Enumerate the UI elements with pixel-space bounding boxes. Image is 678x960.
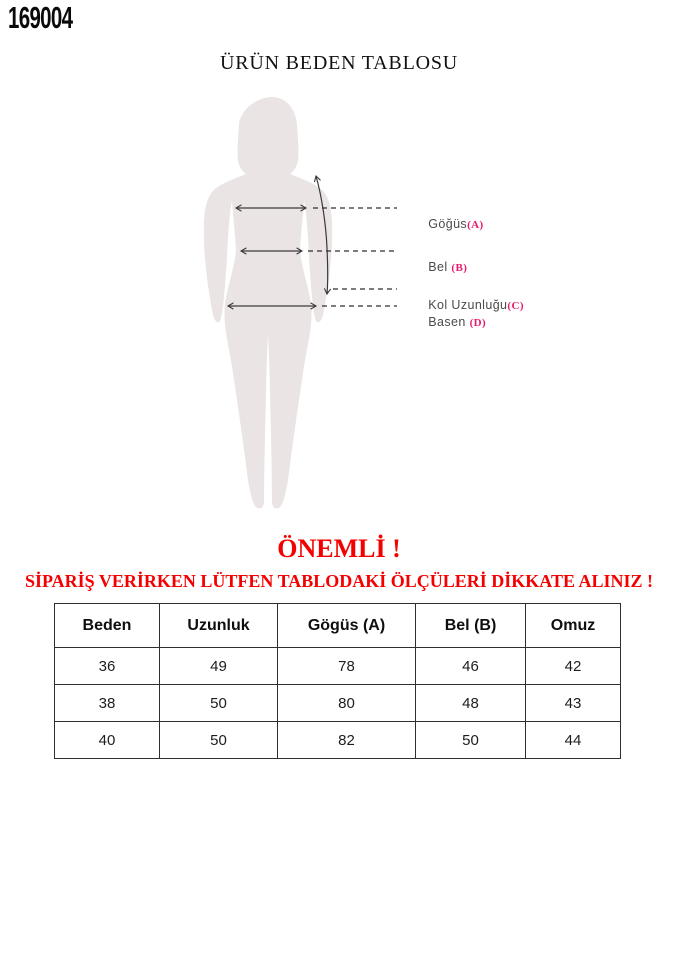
header-gogus: Gögüs (A) [278, 604, 416, 648]
cell-waist: 46 [416, 648, 526, 685]
size-table [54, 603, 621, 759]
cell-size: 38 [55, 685, 160, 722]
cell-shoulder: 42 [526, 648, 621, 685]
label-chest-marker: (A) [467, 219, 484, 231]
cell-size: 36 [55, 648, 160, 685]
product-code: 169004 [8, 0, 73, 35]
label-hip-text: Basen [428, 315, 470, 329]
label-chest [405, 200, 484, 249]
measurement-diagram [0, 85, 678, 530]
diagram-canvas [0, 85, 678, 530]
cell-waist: 50 [416, 722, 526, 759]
cell-chest: 78 [278, 648, 416, 685]
table-row [55, 648, 621, 685]
cell-shoulder: 44 [526, 722, 621, 759]
cell-length: 49 [160, 648, 278, 685]
female-body-silhouette-icon [204, 97, 333, 508]
warning-text: SİPARİŞ VERİRKEN LÜTFEN TABLODAKİ ÖLÇÜLERİ DİKKATE ALINIZ ! [25, 571, 653, 591]
cell-length: 50 [160, 685, 278, 722]
table-row [55, 722, 621, 759]
cell-size: 40 [55, 722, 160, 759]
label-hip-marker: (D) [469, 317, 487, 329]
table-row [55, 685, 621, 722]
header-beden: Beden [55, 604, 160, 648]
cell-chest: 82 [278, 722, 416, 759]
page-title: ÜRÜN BEDEN TABLOSU [220, 52, 458, 74]
cell-shoulder: 43 [526, 685, 621, 722]
label-waist-marker: (B) [451, 262, 468, 274]
important-heading: ÖNEMLİ ! [277, 534, 401, 563]
header-bel: Bel (B) [416, 604, 526, 648]
header-uzunluk: Uzunluk [160, 604, 278, 648]
cell-length: 50 [160, 722, 278, 759]
cell-chest: 80 [278, 685, 416, 722]
label-arm-length-text: Kol Uzunluğu [428, 298, 508, 312]
label-hip [405, 298, 486, 347]
label-chest-text: Göğüs [428, 217, 468, 231]
label-waist-text: Bel [428, 260, 452, 274]
label-arm-length-marker: (C) [507, 300, 524, 312]
cell-waist: 48 [416, 685, 526, 722]
size-table-header-row [55, 604, 621, 648]
header-omuz: Omuz [526, 604, 621, 648]
